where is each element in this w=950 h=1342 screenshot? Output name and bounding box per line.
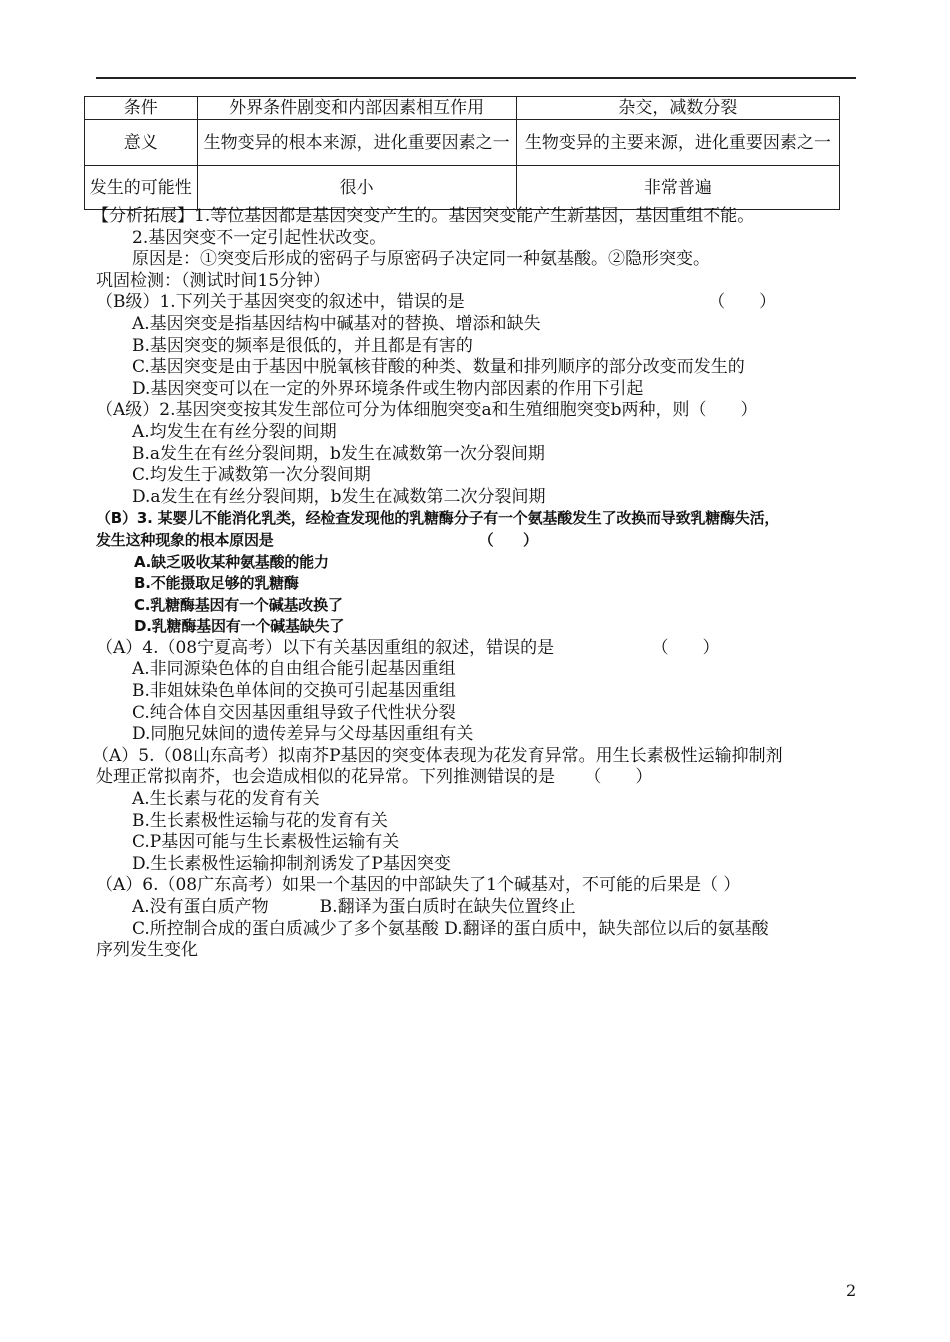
header-rule	[96, 77, 856, 79]
option-line: A.没有蛋白质产物 B.翻译为蛋白质时在缺失位置终止	[132, 897, 576, 917]
question-text: （B级）1.下列关于基因突变的叙述中，错误的是	[96, 292, 465, 313]
option: D.乳糖酶基因有一个碱基缺失了	[134, 617, 345, 636]
table-row	[85, 166, 840, 210]
document-body	[92, 206, 866, 962]
option: D.生长素极性运输抑制剂诱发了P基因突变	[132, 853, 451, 874]
option: B.a发生在有丝分裂间期，b发生在减数第一次分裂间期	[132, 443, 545, 464]
table-cell-label: 意义	[85, 120, 198, 166]
question-stem: （B）3. 某婴儿不能消化乳类，经检查发现他的乳糖酶分子有一个氨基酸发生了改换而导致乳糖酶失活，	[96, 509, 780, 528]
option: A.基因突变是指基因结构中碱基对的替换、增添和缺失	[132, 313, 541, 334]
table-cell-mutation: 生物变异的根本来源，进化重要因素之一	[197, 120, 516, 166]
table-cell-label: 条件	[85, 97, 198, 120]
option: B.不能摄取足够的乳糖酶	[134, 574, 299, 593]
page-number: 2	[846, 1281, 857, 1300]
option: A.生长素与花的发育有关	[132, 789, 320, 810]
table-cell-mutation: 很小	[197, 166, 516, 210]
table-row	[85, 97, 840, 120]
option: C.均发生于减数第一次分裂间期	[132, 465, 371, 486]
table-cell-recombination: 非常普遍	[516, 166, 839, 210]
option: A.缺乏吸收某种氨基酸的能力	[134, 552, 329, 571]
option-line: C.所控制合成的蛋白质减少了多个氨基酸 D.翻译的蛋白质中，缺失部位以后的氨基酸	[132, 918, 769, 939]
option: C.乳糖酶基因有一个碱基改换了	[134, 595, 343, 614]
option: C.基因突变是由于基因中脱氧核苷酸的种类、数量和排列顺序的部分改变而发生的	[132, 357, 745, 378]
question-text: 处理正常拟南芥，也会造成相似的花异常。下列推测错误的是	[96, 767, 555, 788]
option: D.基因突变可以在一定的外界环境条件或生物内部因素的作用下引起	[132, 378, 644, 399]
check-title: 巩固检测：（测试时间15分钟）	[96, 270, 331, 291]
option: A.非同源染色体的自由组合能引起基因重组	[132, 659, 456, 680]
table-row	[85, 120, 840, 166]
question-stem	[96, 292, 866, 314]
table-cell-mutation: 外界条件剧变和内部因素相互作用	[197, 97, 516, 120]
comparison-table	[84, 96, 840, 210]
analysis-line: 【分析拓展】1.等位基因都是基因突变产生的。基因突变能产生新基因，基因重组不能。	[92, 206, 755, 226]
option: C.P基因可能与生长素极性运输有关	[132, 832, 400, 853]
option: D.a发生在有丝分裂间期，b发生在减数第二次分裂间期	[132, 486, 546, 507]
question-stem: （A）6.（08广东高考）如果一个基因的中部缺失了1个碱基对，不可能的后果是（ ）	[96, 875, 741, 896]
answer-paren: （ ）	[708, 292, 777, 313]
question-stem	[96, 767, 866, 789]
option: B.基因突变的频率是很低的，并且都是有害的	[132, 335, 473, 356]
question-text: 发生这种现象的根本原因是	[96, 530, 274, 549]
analysis-line: 原因是：①突变后形成的密码子与原密码子决定同一种氨基酸。②隐形突变。	[132, 249, 710, 270]
scanned-question	[96, 508, 866, 638]
option: B.非姐妹染色单体间的交换可引起基因重组	[132, 681, 456, 702]
option-line: 序列发生变化	[96, 940, 198, 961]
question-text: （A）4.（08宁夏高考）以下有关基因重组的叙述，错误的是	[96, 637, 555, 658]
table-cell-label: 发生的可能性	[85, 166, 198, 210]
option: B.生长素极性运输与花的发育有关	[132, 810, 388, 831]
analysis-line: 2.基因突变不一定引起性状改变。	[132, 227, 387, 248]
option: C.纯合体自交因基因重组导致子代性状分裂	[132, 702, 456, 723]
question-stem	[96, 638, 866, 660]
question-stem: （A级）2.基因突变按其发生部位可分为体细胞突变a和生殖细胞突变b两种，则（ ）	[96, 400, 758, 421]
answer-paren: （ ）	[651, 637, 720, 658]
option: D.同胞兄妹间的遗传差异与父母基因重组有关	[132, 724, 474, 745]
table-cell-recombination: 生物变异的主要来源，进化重要因素之一	[516, 120, 839, 166]
table-cell-recombination: 杂交，减数分裂	[516, 97, 839, 120]
answer-paren: （ ）	[478, 530, 538, 549]
option: A.均发生在有丝分裂的间期	[132, 421, 337, 442]
question-stem	[96, 530, 866, 552]
question-stem: （A）5.（08山东高考）拟南芥P基因的突变体表现为花发育异常。用生长素极性运输抑制剂	[92, 745, 783, 766]
answer-paren: （ ）	[584, 767, 653, 788]
